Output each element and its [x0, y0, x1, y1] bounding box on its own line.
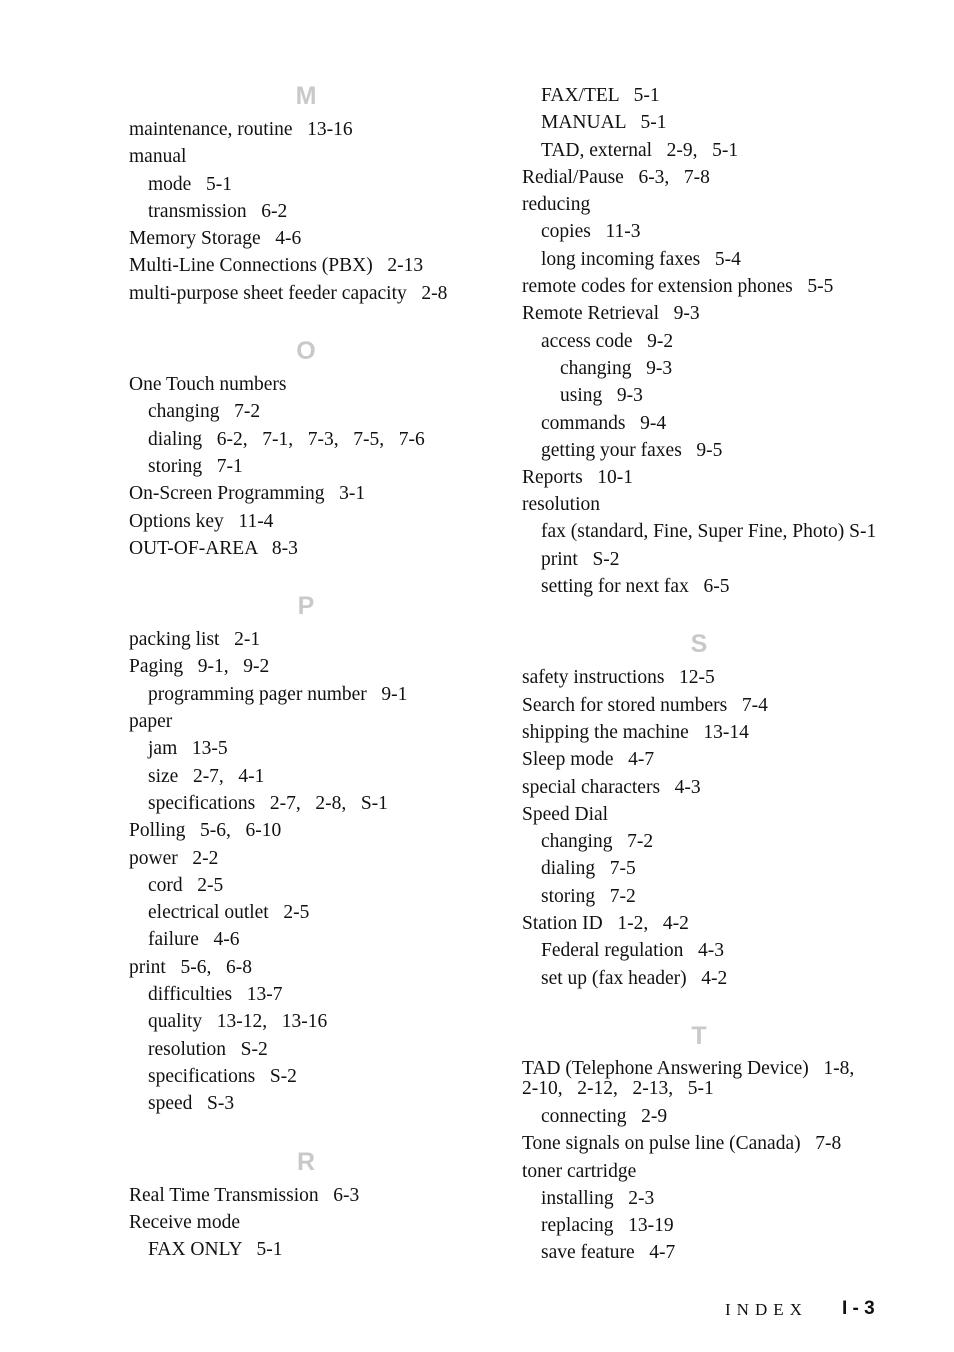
index-subentry: dialing 7-5: [541, 858, 636, 880]
index-subentry: changing 7-2: [148, 401, 261, 423]
index-subentry: long incoming faxes 5-4: [541, 248, 741, 270]
index-subentry: Federal regulation 4-3: [541, 940, 725, 962]
footer-section-label: INDEX: [725, 1300, 808, 1319]
index-subentry: getting your faxes 9-5: [541, 439, 723, 461]
index-entry: Redial/Pause 6-3, 7-8: [522, 166, 710, 188]
index-entry: OUT-OF-AREA 8-3: [129, 537, 298, 559]
index-entry: Polling 5-6, 6-10: [129, 820, 282, 842]
index-entry: Search for stored numbers 7-4: [522, 694, 768, 716]
index-subentry: MANUAL 5-1: [541, 112, 667, 134]
index-entry: Speed Dial: [522, 803, 609, 825]
index-subentry: quality 13-12, 13-16: [148, 1011, 328, 1033]
index-entry: special characters 4-3: [522, 776, 701, 798]
index-subentry: FAX/TEL 5-1: [541, 85, 660, 106]
index-entry: power 2-2: [129, 847, 219, 869]
index-entry: Sleep mode 4-7: [522, 749, 655, 771]
index-subentry: fax (standard, Fine, Super Fine, Photo) S-1: [541, 520, 877, 542]
section-letter-heading: P: [297, 592, 315, 621]
index-subentry: access code 9-2: [541, 330, 674, 352]
section-letter-heading: T: [691, 1021, 707, 1050]
index-subentry: save feature 4-7: [541, 1242, 676, 1264]
section-letter-heading: R: [296, 1147, 316, 1176]
index-entry: remote codes for extension phones 5-5: [522, 276, 834, 298]
index-entry: print 5-6, 6-8: [129, 956, 252, 978]
index-subentry: electrical outlet 2-5: [148, 902, 310, 924]
index-subentry: cord 2-5: [148, 874, 224, 896]
index-entry: Remote Retrieval 9-3: [522, 303, 700, 325]
index-subentry: changing 9-3: [560, 357, 673, 379]
footer-page-number: I - 3: [842, 1298, 875, 1319]
index-column-left: [129, 82, 489, 1263]
page-footer: [725, 1298, 885, 1324]
index-subentry: commands 9-4: [541, 412, 667, 434]
index-subentry: FAX ONLY 5-1: [148, 1239, 283, 1261]
index-entry: safety instructions 12-5: [522, 667, 715, 689]
index-subentry: programming pager number 9-1: [148, 683, 408, 705]
index-entry: Real Time Transmission 6-3: [129, 1184, 360, 1206]
index-entry: shipping the machine 13-14: [522, 721, 749, 743]
index-entry: manual: [129, 146, 187, 168]
index-entry: Options key 11-4: [129, 510, 274, 532]
index-subentry: copies 11-3: [541, 221, 641, 243]
index-entry: One Touch numbers: [129, 374, 287, 396]
index-entry: maintenance, routine 13-16: [129, 119, 353, 140]
index-subentry: difficulties 13-7: [148, 984, 283, 1006]
index-subentry: storing 7-2: [541, 885, 636, 907]
index-subentry: resolution S-2: [148, 1038, 268, 1060]
index-subentry: print S-2: [541, 548, 620, 570]
index-column-right: [522, 82, 882, 1267]
index-entry: On-Screen Programming 3-1: [129, 483, 366, 505]
index-subentry: dialing 6-2, 7-1, 7-3, 7-5, 7-6: [148, 428, 425, 450]
index-subentry: transmission 6-2: [148, 200, 288, 222]
index-subentry: speed S-3: [148, 1093, 235, 1115]
index-entry: multi-purpose sheet feeder capacity 2-8: [129, 282, 448, 304]
index-subentry: set up (fax header) 4-2: [541, 967, 728, 989]
index-subentry: specifications S-2: [148, 1065, 297, 1087]
index-subentry: replacing 13-19: [541, 1215, 674, 1237]
index-subentry: jam 13-5: [148, 738, 228, 760]
index-entry: Tone signals on pulse line (Canada) 7-8: [522, 1133, 842, 1155]
index-subentry: specifications 2-7, 2-8, S-1: [148, 792, 388, 814]
index-entry: Station ID 1-2, 4-2: [522, 913, 689, 935]
index-entry: Multi-Line Connections (PBX) 2-13: [129, 255, 424, 277]
index-entry: Paging 9-1, 9-2: [129, 656, 270, 678]
index-subentry: installing 2-3: [541, 1187, 655, 1209]
index-subentry: using 9-3: [560, 385, 643, 407]
index-entry: Reports 10-1: [522, 467, 634, 489]
index-entry: Memory Storage 4-6: [129, 228, 302, 250]
index-subentry: changing 7-2: [541, 831, 654, 853]
index-entry: Receive mode: [129, 1211, 240, 1233]
section-letter-heading: M: [295, 82, 317, 110]
index-entry: reducing: [522, 194, 591, 216]
index-subentry: mode 5-1: [148, 173, 232, 195]
index-subentry: storing 7-1: [148, 455, 243, 477]
index-entry: packing list 2-1: [129, 629, 261, 651]
index-entry: resolution: [522, 494, 600, 516]
index-subentry: connecting 2-9: [541, 1105, 668, 1127]
index-entry: toner cartridge: [522, 1160, 637, 1182]
index-subentry: failure 4-6: [148, 929, 240, 951]
index-entry: TAD (Telephone Answering Device) 1-8, 2-10, 2-12, 2-13, 5-1: [522, 1057, 869, 1099]
section-letter-heading: O: [296, 337, 316, 366]
index-subentry: setting for next fax 6-5: [541, 576, 730, 598]
section-letter-heading: S: [690, 630, 708, 659]
index-entry: paper: [129, 711, 173, 733]
index-subentry: size 2-7, 4-1: [148, 765, 265, 787]
index-subentry: TAD, external 2-9, 5-1: [541, 139, 739, 161]
